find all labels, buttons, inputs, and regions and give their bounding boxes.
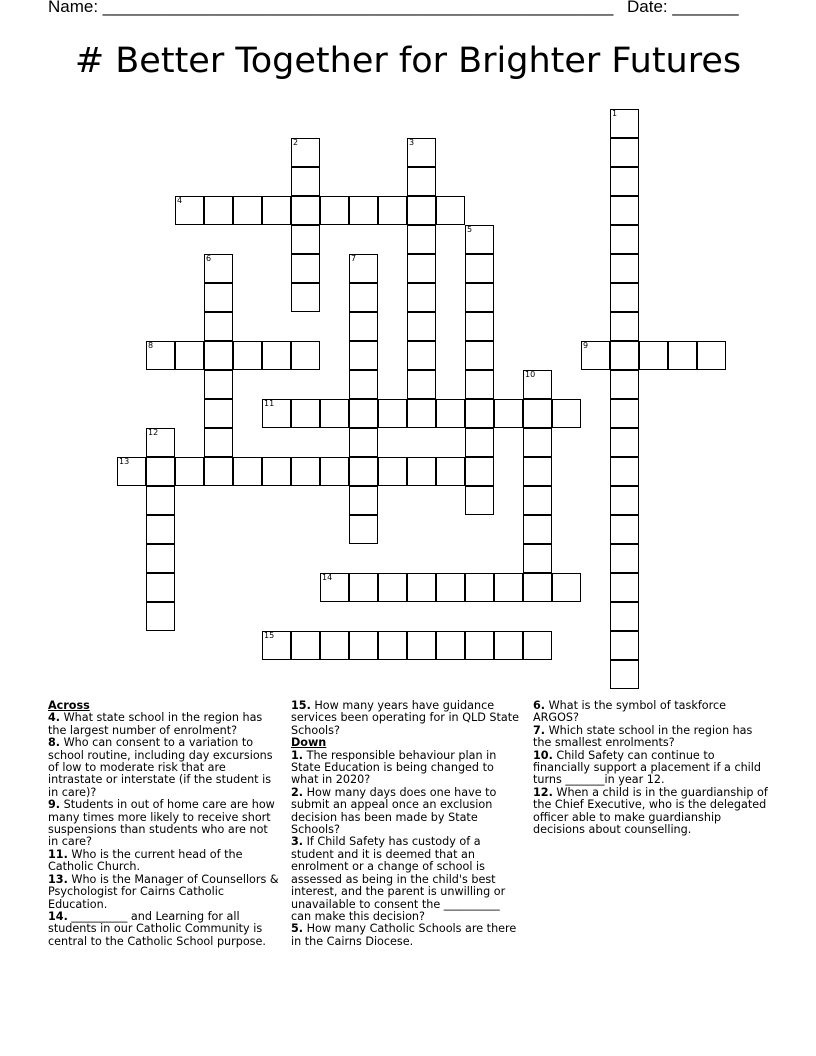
grid-cell[interactable] xyxy=(407,196,436,225)
clues-column-2 xyxy=(291,700,523,948)
grid-cell[interactable] xyxy=(291,225,320,254)
clue-number: 15 xyxy=(264,631,275,640)
grid-cell[interactable] xyxy=(610,109,639,138)
grid-cell[interactable] xyxy=(146,544,175,573)
grid-cell[interactable] xyxy=(204,428,233,457)
grid-cell[interactable] xyxy=(175,457,204,486)
clue-number: 14 xyxy=(322,573,333,582)
grid-cell[interactable] xyxy=(378,573,407,602)
grid-cell[interactable] xyxy=(523,631,552,660)
grid-cell[interactable] xyxy=(262,399,291,428)
grid-cell[interactable] xyxy=(233,457,262,486)
clue-number: 6 xyxy=(206,254,212,263)
grid-cell[interactable] xyxy=(407,399,436,428)
clues-column-3 xyxy=(533,700,769,836)
grid-cell[interactable] xyxy=(233,341,262,370)
grid-cell[interactable] xyxy=(320,573,349,602)
grid-cell[interactable] xyxy=(407,370,436,399)
grid-cell[interactable] xyxy=(610,283,639,312)
grid-cell[interactable] xyxy=(378,631,407,660)
clue-number: 9 xyxy=(583,341,589,350)
grid-cell[interactable] xyxy=(349,399,378,428)
puzzle-title: # Better Together for Brighter Futures xyxy=(74,41,742,81)
grid-cell[interactable] xyxy=(465,225,494,254)
grid-cell[interactable] xyxy=(349,254,378,283)
grid-cell[interactable] xyxy=(407,283,436,312)
grid-cell[interactable] xyxy=(610,544,639,573)
grid-cell[interactable] xyxy=(204,370,233,399)
clue-number: 12 xyxy=(148,428,159,437)
grid-cell[interactable] xyxy=(175,341,204,370)
grid-cell[interactable] xyxy=(349,486,378,515)
grid-cell[interactable] xyxy=(204,196,233,225)
grid-cell[interactable] xyxy=(465,573,494,602)
clue-number: 7 xyxy=(351,254,357,263)
grid-cell[interactable] xyxy=(407,573,436,602)
grid-cell[interactable] xyxy=(349,515,378,544)
grid-cell[interactable] xyxy=(320,196,349,225)
grid-cell[interactable] xyxy=(291,631,320,660)
grid-cell[interactable] xyxy=(291,254,320,283)
clue-number: 3 xyxy=(409,138,415,147)
grid-cell[interactable] xyxy=(523,573,552,602)
grid-cell[interactable] xyxy=(465,254,494,283)
grid-cell[interactable] xyxy=(320,399,349,428)
grid-cell[interactable] xyxy=(407,457,436,486)
grid-cell[interactable] xyxy=(291,138,320,167)
grid-cell[interactable] xyxy=(610,457,639,486)
clue-down-10: 10. Child Safety can continue to financially support a placement if a child turns _______in year 12. xyxy=(533,748,761,787)
grid-cell[interactable] xyxy=(610,428,639,457)
grid-cell[interactable] xyxy=(262,457,291,486)
down-heading: Down xyxy=(291,736,327,750)
grid-cell[interactable] xyxy=(610,602,639,631)
clue-number: 10 xyxy=(525,370,536,379)
grid-cell[interactable] xyxy=(523,428,552,457)
grid-cell[interactable] xyxy=(233,196,262,225)
grid-cell[interactable] xyxy=(291,196,320,225)
name-field-label: Name: ______________________________________________________ xyxy=(48,0,614,16)
grid-cell[interactable] xyxy=(378,399,407,428)
grid-cell[interactable] xyxy=(465,486,494,515)
grid-cell[interactable] xyxy=(436,457,465,486)
grid-cell[interactable] xyxy=(523,486,552,515)
clue-down-3: 3. If Child Safety has custody of a student and it is deemed that an enrolment or a change of school is assessed as being in the child's best interest, and the parent is unwilling or unavailable to consent the __________ can make this decision? xyxy=(291,835,506,923)
grid-cell[interactable] xyxy=(610,486,639,515)
grid-cell[interactable] xyxy=(407,312,436,341)
grid-cell[interactable] xyxy=(494,573,523,602)
grid-cell[interactable] xyxy=(668,341,697,370)
grid-cell[interactable] xyxy=(349,631,378,660)
clue-across-11: 11. Who is the current head of the Catholic Church. xyxy=(48,847,243,874)
grid-cell[interactable] xyxy=(610,660,639,689)
grid-cell[interactable] xyxy=(378,196,407,225)
grid-cell[interactable] xyxy=(146,457,175,486)
grid-cell[interactable] xyxy=(204,457,233,486)
grid-cell[interactable] xyxy=(610,341,639,370)
grid-cell[interactable] xyxy=(146,341,175,370)
grid-cell[interactable] xyxy=(407,225,436,254)
grid-cell[interactable] xyxy=(465,341,494,370)
grid-cell[interactable] xyxy=(204,283,233,312)
date-field-label: Date: _______ xyxy=(627,0,739,16)
grid-cell[interactable] xyxy=(436,573,465,602)
grid-cell[interactable] xyxy=(146,515,175,544)
grid-cell[interactable] xyxy=(349,283,378,312)
grid-cell[interactable] xyxy=(407,167,436,196)
grid-cell[interactable] xyxy=(523,544,552,573)
grid-cell[interactable] xyxy=(146,428,175,457)
clue-down-5: 5. How many Catholic Schools are there in the Cairns Diocese. xyxy=(291,922,517,948)
grid-cell[interactable] xyxy=(610,138,639,167)
grid-cell[interactable] xyxy=(465,283,494,312)
grid-cell[interactable] xyxy=(349,196,378,225)
grid-cell[interactable] xyxy=(465,312,494,341)
grid-cell[interactable] xyxy=(697,341,726,370)
grid-cell[interactable] xyxy=(465,428,494,457)
grid-cell[interactable] xyxy=(407,631,436,660)
grid-cell[interactable] xyxy=(523,370,552,399)
grid-cell[interactable] xyxy=(291,399,320,428)
clue-number: 1 xyxy=(612,109,618,118)
grid-cell[interactable] xyxy=(291,167,320,196)
clue-number: 4 xyxy=(177,196,183,205)
grid-cell[interactable] xyxy=(175,196,204,225)
clue-across-15: 15. How many years have guidance services been operating for in QLD State Schools? xyxy=(291,699,520,737)
grid-cell[interactable] xyxy=(146,573,175,602)
grid-cell[interactable] xyxy=(465,370,494,399)
grid-cell[interactable] xyxy=(465,399,494,428)
clues-column-1 xyxy=(48,700,280,948)
grid-cell[interactable] xyxy=(320,457,349,486)
clue-across-13: 13. Who is the Manager of Counsellors & Psychologist for Cairns Catholic Education. xyxy=(48,872,279,911)
grid-cell[interactable] xyxy=(610,312,639,341)
grid-cell[interactable] xyxy=(349,457,378,486)
clue-across-8: 8. Who can consent to a variation to school routine, including day excursions of low to moderate risk that are intrastate or interstate (if the student is in care)? xyxy=(48,736,273,799)
clue-number: 2 xyxy=(293,138,299,147)
grid-cell[interactable] xyxy=(407,138,436,167)
grid-cell[interactable] xyxy=(349,573,378,602)
grid-cell[interactable] xyxy=(349,428,378,457)
clue-down-7: 7. Which state school in the region has the smallest enrolments? xyxy=(533,723,753,750)
grid-cell[interactable] xyxy=(146,602,175,631)
grid-cell[interactable] xyxy=(465,457,494,486)
grid-cell[interactable] xyxy=(552,573,581,602)
grid-cell[interactable] xyxy=(610,196,639,225)
clue-number: 5 xyxy=(467,225,473,234)
grid-cell[interactable] xyxy=(291,283,320,312)
grid-cell[interactable] xyxy=(204,399,233,428)
grid-cell[interactable] xyxy=(349,312,378,341)
grid-cell[interactable] xyxy=(407,341,436,370)
clue-across-9: 9. Students in out of home care are how many times more likely to receive short suspensions than students who are not in care? xyxy=(48,798,275,849)
grid-cell[interactable] xyxy=(610,631,639,660)
clue-number: 8 xyxy=(148,341,154,350)
grid-cell[interactable] xyxy=(610,515,639,544)
clue-down-1: 1. The responsible behaviour plan in State Education is being changed to what in 2020? xyxy=(291,748,497,787)
clue-down-6: 6. What is the symbol of taskforce ARGOS? xyxy=(533,699,726,725)
across-heading: Across xyxy=(48,699,90,712)
grid-cell[interactable] xyxy=(146,486,175,515)
grid-cell[interactable] xyxy=(610,254,639,283)
clue-down-12: 12. When a child is in the guardianship of the Chief Executive, who is the delegated officer able to make guardianship decisions about counselling. xyxy=(533,785,768,837)
grid-cell[interactable] xyxy=(610,399,639,428)
grid-cell[interactable] xyxy=(610,225,639,254)
grid-cell[interactable] xyxy=(581,341,610,370)
grid-cell[interactable] xyxy=(291,341,320,370)
grid-cell[interactable] xyxy=(436,196,465,225)
grid-cell[interactable] xyxy=(610,573,639,602)
grid-cell[interactable] xyxy=(204,341,233,370)
grid-cell[interactable] xyxy=(262,341,291,370)
clue-across-14: 14. __________ and Learning for all students in our Catholic Community is central to the Catholic School purpose. xyxy=(48,909,266,948)
grid-cell[interactable] xyxy=(291,457,320,486)
grid-cell[interactable] xyxy=(204,254,233,283)
grid-cell[interactable] xyxy=(378,457,407,486)
grid-cell[interactable] xyxy=(610,370,639,399)
grid-cell[interactable] xyxy=(523,515,552,544)
clue-number: 11 xyxy=(264,399,275,408)
grid-cell[interactable] xyxy=(465,631,494,660)
grid-cell[interactable] xyxy=(610,167,639,196)
grid-cell[interactable] xyxy=(262,196,291,225)
grid-cell[interactable] xyxy=(523,399,552,428)
clue-down-2: 2. How many days does one have to submit an appeal once an exclusion decision has been made by State Schools? xyxy=(291,785,497,837)
clue-across-4: 4. What state school in the region has the largest number of enrolment? xyxy=(48,711,263,737)
grid-cell[interactable] xyxy=(117,457,146,486)
grid-cell[interactable] xyxy=(552,399,581,428)
grid-cell[interactable] xyxy=(494,399,523,428)
grid-cell[interactable] xyxy=(639,341,668,370)
grid-cell[interactable] xyxy=(204,312,233,341)
clue-number: 13 xyxy=(119,457,130,466)
grid-cell[interactable] xyxy=(320,631,349,660)
grid-cell[interactable] xyxy=(436,631,465,660)
grid-cell[interactable] xyxy=(494,631,523,660)
grid-cell[interactable] xyxy=(436,399,465,428)
grid-cell[interactable] xyxy=(407,254,436,283)
grid-cell[interactable] xyxy=(523,457,552,486)
grid-cell[interactable] xyxy=(349,341,378,370)
grid-cell[interactable] xyxy=(349,370,378,399)
grid-cell[interactable] xyxy=(262,631,291,660)
